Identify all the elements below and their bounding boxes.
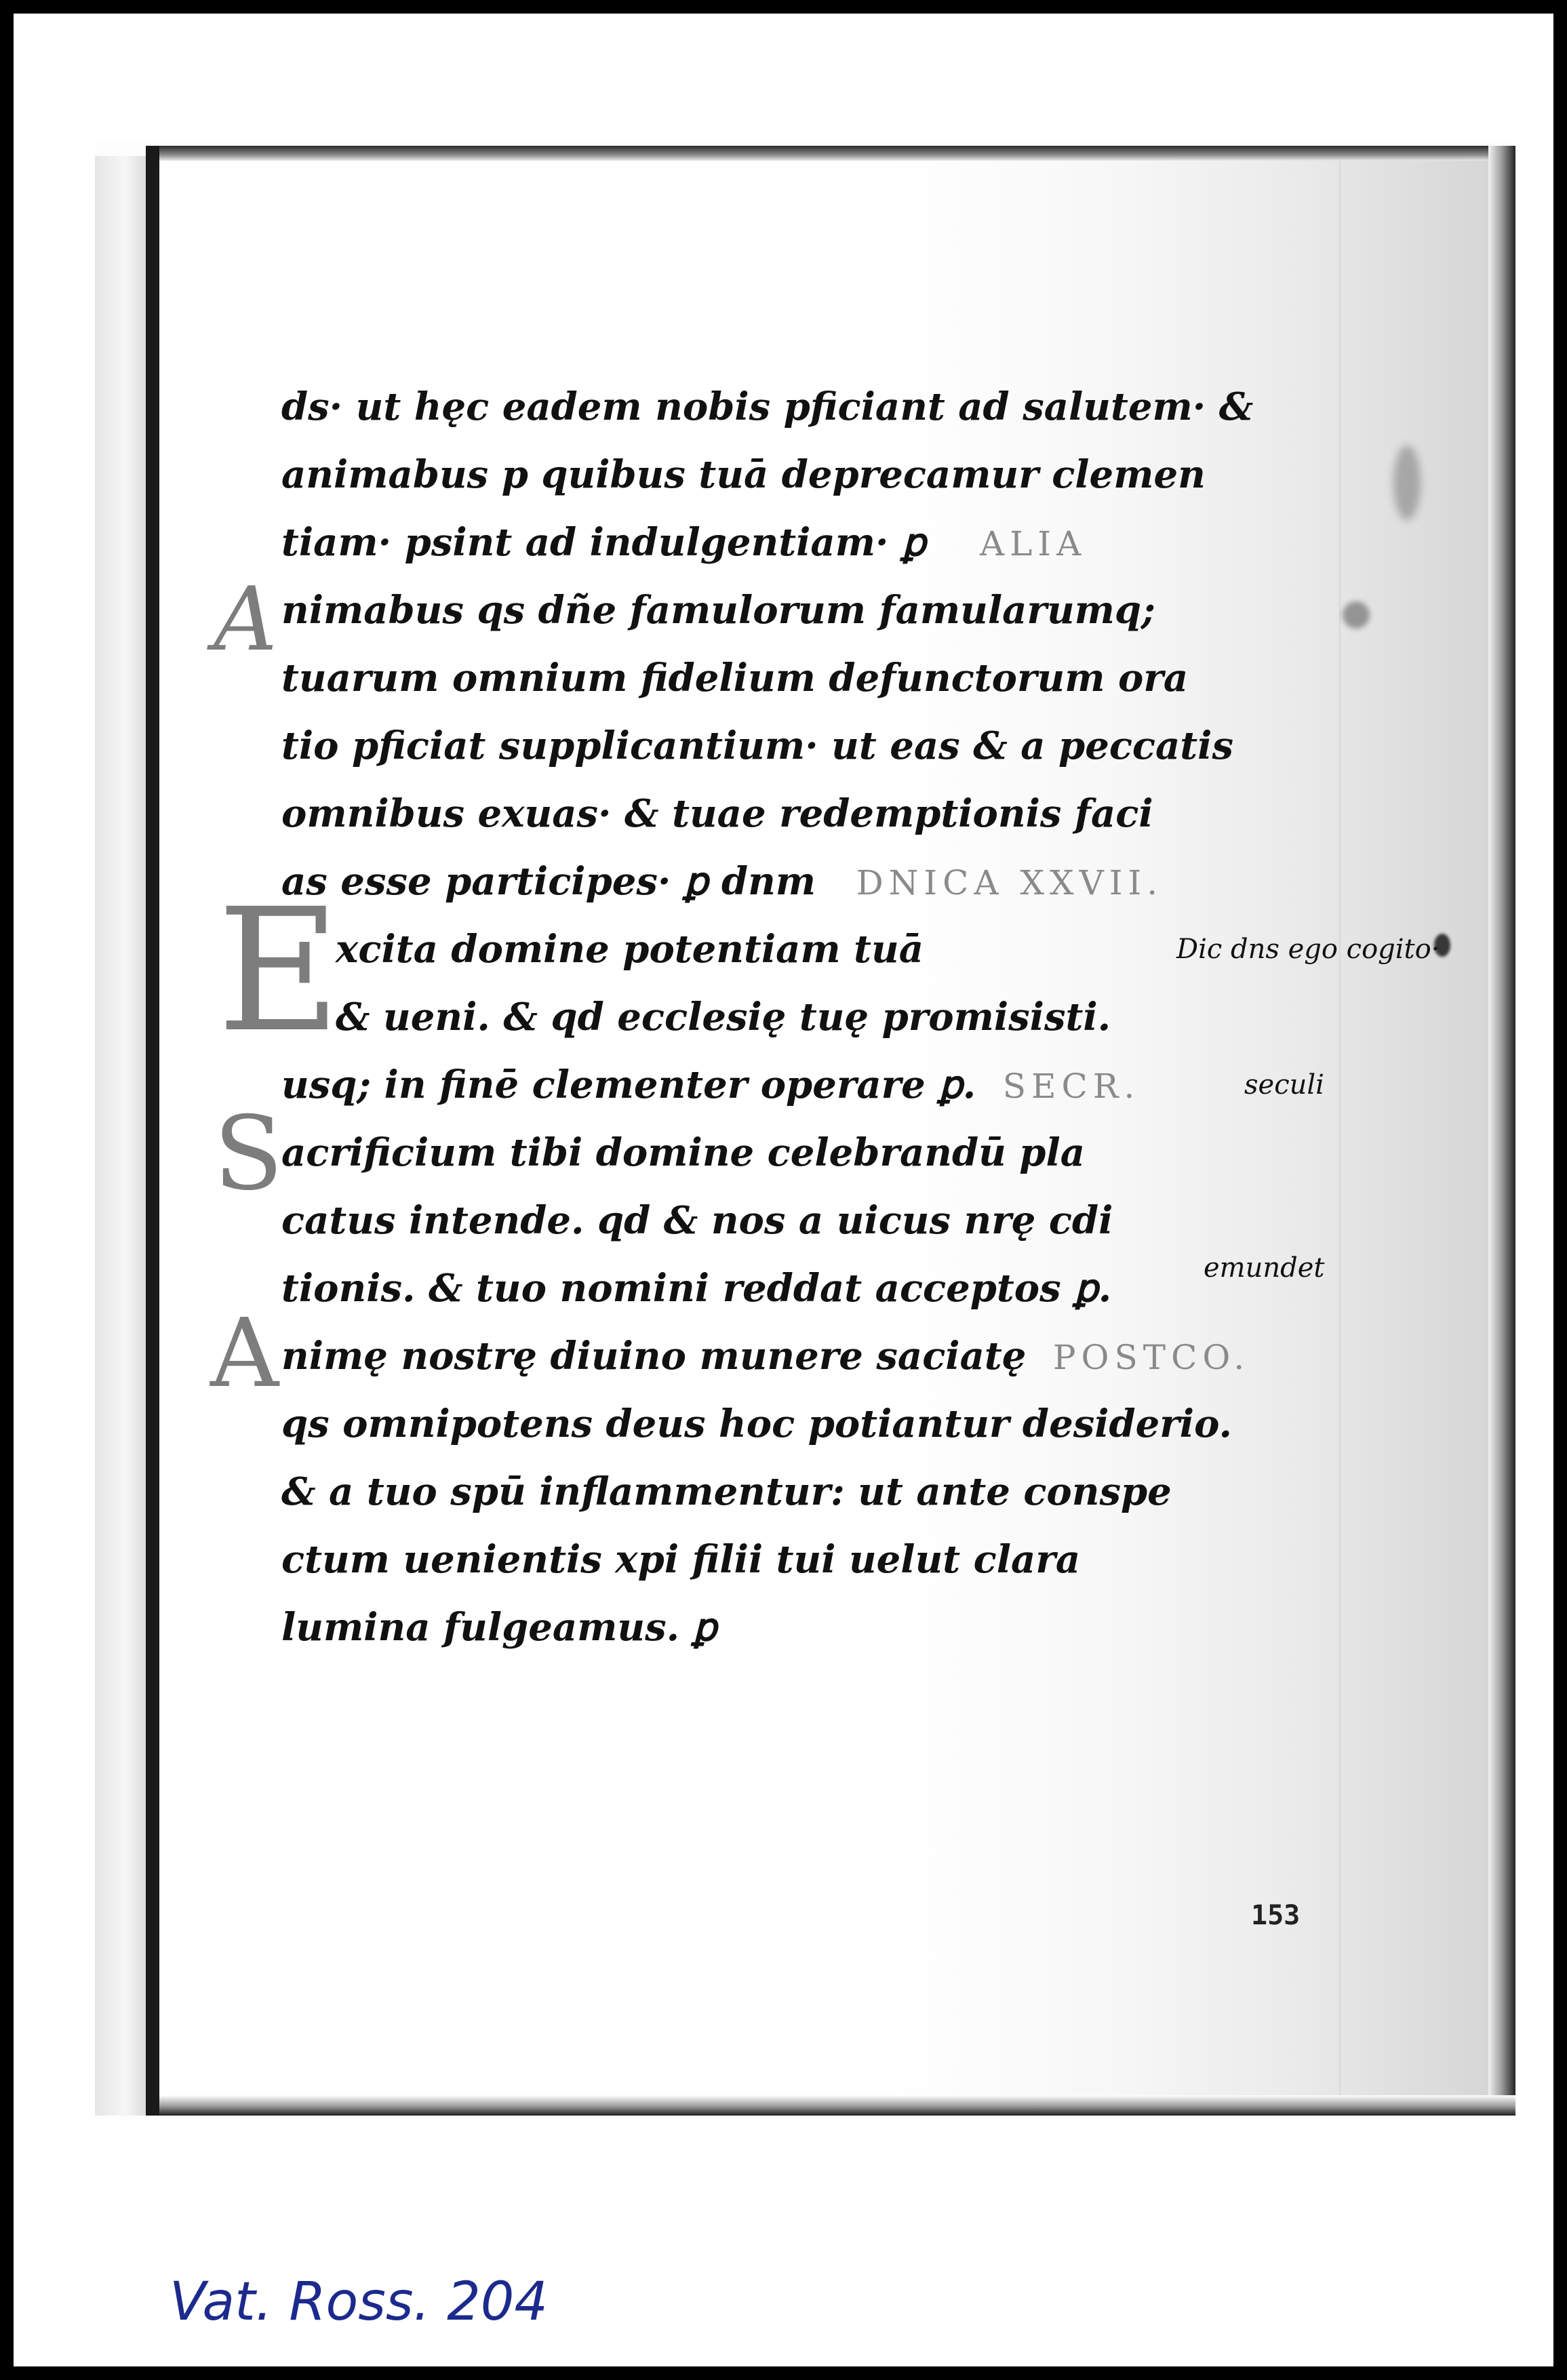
text-line: qs omnipotens deus hoc potiantur desiderio. — [281, 1402, 1232, 1446]
text-line: lumina fulgeamus. ꝑ — [281, 1605, 717, 1650]
text-line: tuarum omnium fidelium defunctorum ora — [281, 656, 1189, 700]
page-right-edge — [1488, 146, 1515, 2116]
margin-gloss: seculi — [1244, 1069, 1324, 1100]
text-line: catus intende. qd & nos a uicus nrę cdi — [281, 1198, 1113, 1243]
stain-mark — [1393, 445, 1421, 520]
stain-mark — [1343, 601, 1370, 629]
text-line: tionis. & tuo nomini reddat acceptos ꝑ. — [281, 1266, 1112, 1311]
page-crease — [1339, 161, 1341, 2095]
text-block — [281, 161, 1339, 2095]
text-line: & ueni. & qd ecclesię tuę promisisti. — [336, 995, 1111, 1039]
manuscript-photograph — [95, 142, 1515, 2119]
rubric-mark: ꝑ — [683, 859, 709, 904]
binding-gutter — [146, 146, 159, 2116]
handwritten-shelfmark: Vat. Ross. 204 — [170, 2272, 548, 2333]
text-line: ds· ut hęc eadem nobis pficiant ad salutem· & — [281, 384, 1254, 429]
text-line: tio pficiat supplicantium· ut eas & a peccatis — [281, 723, 1233, 768]
page-bottom-edge — [159, 2095, 1515, 2116]
text-line: nimę nostrę diuino munere saciatę POSTCO. — [281, 1334, 1250, 1379]
text-line: acrificium tibi domine celebrandū pla — [281, 1130, 1086, 1175]
rubric-heading: SECR. — [1002, 1067, 1140, 1106]
facing-page-edge — [95, 156, 146, 2116]
margin-gloss: emundet — [1204, 1252, 1325, 1284]
rubric-heading: ALIA — [980, 524, 1087, 563]
text-line: usq; in finē clementer operare ꝑ. SECR. — [281, 1063, 1140, 1107]
text-line: nimabus qs dñe famulorum famularumq; — [281, 588, 1155, 633]
photo-sheet — [14, 14, 1553, 2366]
text-line: ctum uenientis xpi filii tui uelut clara — [281, 1537, 1081, 1582]
decorated-initial: S — [214, 1095, 283, 1213]
text-line: animabus p quibus tuā deprecamur clemen — [281, 452, 1206, 497]
manuscript-page — [159, 161, 1488, 2095]
text-line: omnibus exuas· & tuae redemptionis faci — [281, 791, 1153, 836]
decorated-initial: A — [214, 568, 277, 671]
folio-number: 153 — [1251, 1900, 1301, 1931]
text-line: tiam· psint ad indulgentiam· ꝑ ALIA — [281, 520, 1087, 565]
text-line: xcita domine potentiam tuā — [336, 927, 924, 972]
decorated-initial: E — [217, 872, 341, 1069]
text-line: & a tuo spū inflammentur: ut ante conspe — [281, 1469, 1172, 1514]
rubric-mark: ꝑ — [901, 520, 926, 565]
rubric-heading: POSTCO. — [1052, 1338, 1250, 1377]
decorated-initial: A — [210, 1298, 279, 1409]
rubric-heading: DNICA XXVII. — [856, 863, 1164, 903]
margin-gloss: Dic dns ego cogito· — [1176, 934, 1440, 965]
page-top-edge — [159, 146, 1515, 161]
text-line: as esse participes· ꝑ dnm DNICA XXVII. — [281, 859, 1164, 904]
